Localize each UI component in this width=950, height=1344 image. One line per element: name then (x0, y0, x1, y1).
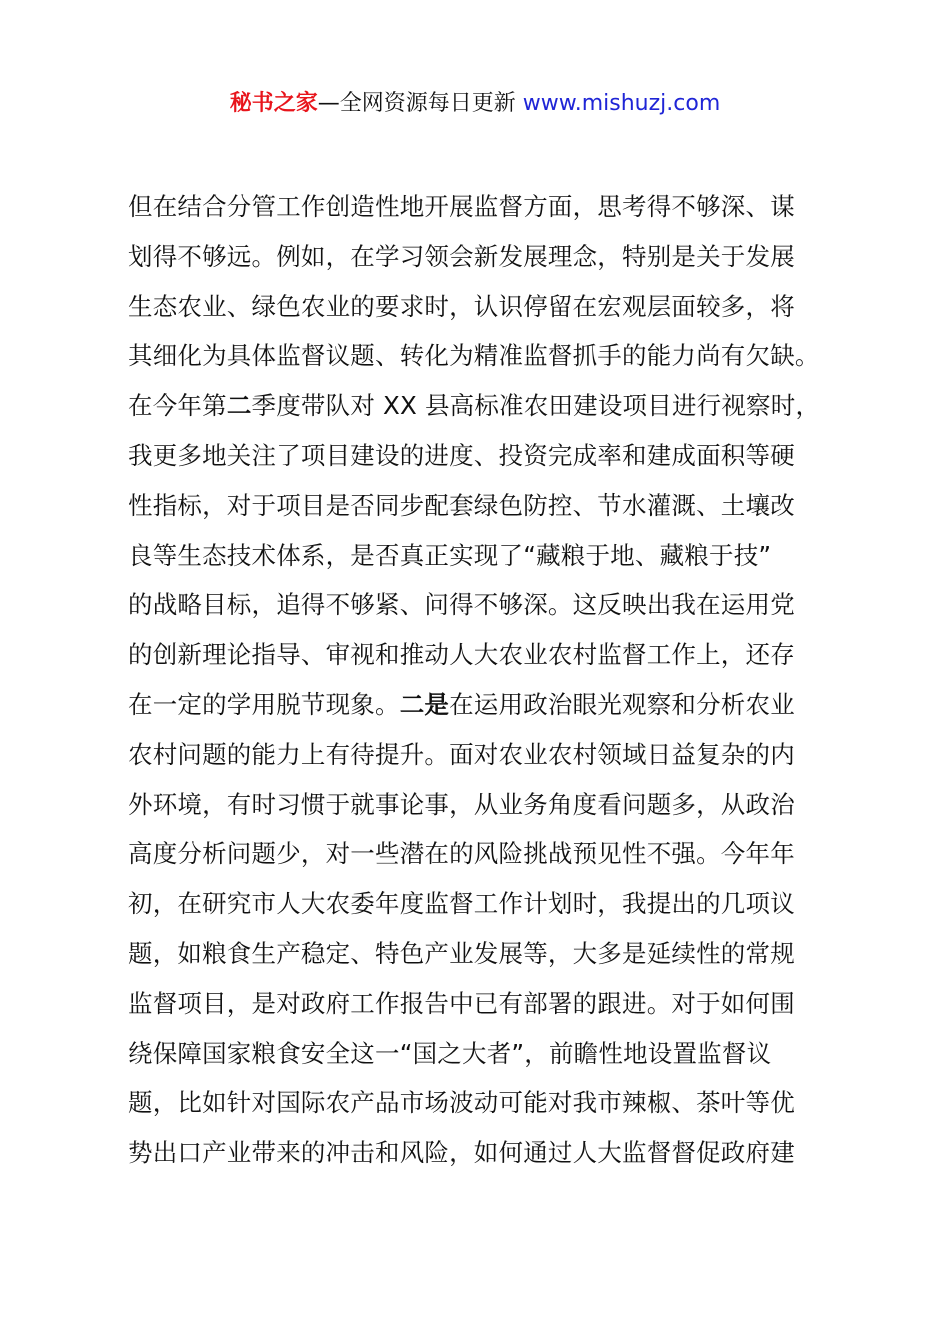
text-line (128, 1078, 838, 1128)
text-segment: 题，如粮食生产稳定、特色产业发展等，大多是延续性的常规 (128, 938, 795, 968)
document-body (128, 182, 838, 1178)
text-line (128, 232, 838, 282)
bold-text-segment: 二 (226, 391, 252, 421)
text-segment: 划得不够远。例如，在学习领会新发展理念，特别是关于发展 (128, 241, 795, 271)
site-url-link[interactable]: www.mishuzj.com (522, 91, 721, 116)
text-line (128, 182, 838, 232)
text-segment: 高度分析问题少，对一些潜在的风险挑战预见性不强。今年年 (128, 839, 795, 869)
text-line (128, 829, 838, 879)
text-segment: 监督项目，是对政府工作报告中已有部署的跟进。对于如何围 (128, 988, 795, 1018)
text-line (128, 730, 838, 780)
text-line (128, 929, 838, 979)
text-segment: 绕保障国家粮食安全这一“国之大者”，前瞻性地设置监督议 (128, 1038, 772, 1068)
header-tagline: —全网资源每日更新 (317, 91, 523, 116)
text-line (128, 680, 838, 730)
text-line (128, 879, 838, 929)
text-segment: 在今年第 (128, 391, 227, 421)
text-line (128, 531, 838, 581)
text-line (128, 1029, 838, 1079)
text-segment: 在运用政治眼光观察和分析农业 (449, 689, 795, 719)
text-segment: 生态农业、绿色农业的要求时，认识停留在宏观层面较多，将 (128, 291, 795, 321)
text-line (128, 381, 838, 431)
text-segment: 初，在研究市人大农委年度监督工作计划时，我提出的几项议 (128, 889, 795, 919)
text-segment: 性指标，对于项目是否同步配套绿色防控、节水灌溉、土壤改 (128, 490, 795, 520)
text-segment: 农村问题的能力上有待提升。面对农业农村领域日益复杂的内 (128, 739, 795, 769)
brand-name: 秘书之家 (229, 91, 318, 116)
text-line (128, 282, 838, 332)
text-segment: 其细化为具体监督议题、转化为精准监督抓手的能力尚有欠缺。 (128, 341, 820, 371)
text-segment: 季度带队对 XX 县高标准农田建设项目进行视察时， (251, 391, 821, 421)
text-line (128, 331, 838, 381)
site-header (0, 88, 950, 120)
text-line (128, 630, 838, 680)
text-segment: 的战略目标，追得不够紧、问得不够深。这反映出我在运用党 (128, 590, 795, 620)
text-line (128, 580, 838, 630)
text-segment: 势出口产业带来的冲击和风险，如何通过人大监督督促政府建 (128, 1138, 795, 1168)
text-segment: 的创新理论指导、审视和推动人大农业农村监督工作上，还存 (128, 640, 795, 670)
text-line (128, 780, 838, 830)
text-line (128, 979, 838, 1029)
text-segment: 外环境，有时习惯于就事论事，从业务角度看问题多，从政治 (128, 789, 795, 819)
text-segment: 良等生态技术体系，是否真正实现了“藏粮于地、藏粮于技” (128, 540, 772, 570)
text-segment: 我更多地关注了项目建设的进度、投资完成率和建成面积等硬 (128, 440, 795, 470)
text-line (128, 431, 838, 481)
text-segment: 但在结合分管工作创造性地开展监督方面，思考得不够深、谋 (128, 192, 795, 221)
text-line (128, 481, 838, 531)
text-line (128, 1128, 838, 1178)
text-segment: 题，比如针对国际农产品市场波动可能对我市辣椒、茶叶等优 (128, 1088, 795, 1118)
text-segment: 在一定的学用脱节现象。 (128, 689, 400, 719)
bold-text-segment: 二是 (399, 689, 450, 719)
